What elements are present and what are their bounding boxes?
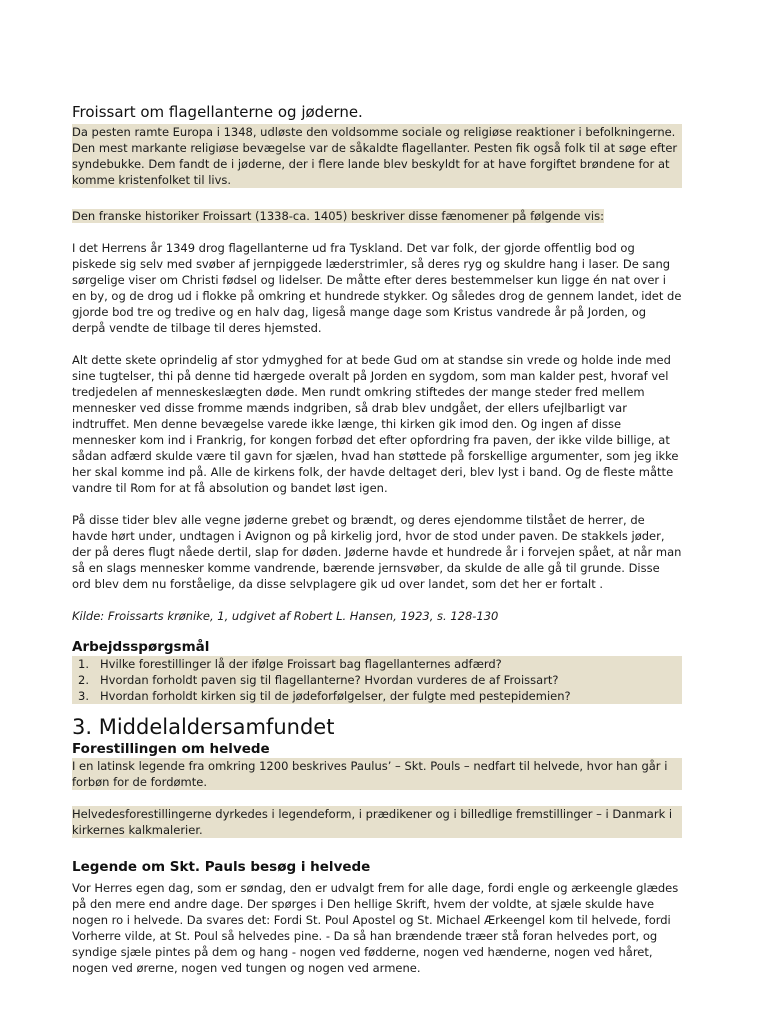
froissart-paragraph-1: I det Herrens år 1349 drog flagellanterne ud fra Tyskland. Det var folk, der gjorde offentlig bod og piskede sig selv med svøber af jernpiggede læderstrimler, så deres ryg og skuldre hang i laser. De sang sørgelige viser om Christi fødsel og lidelser. De måtte efter deres bestemmelser kun ligge én nat over i en by, og de drog ud i flokke på omkring et hundrede stykker. Og således drog de gennem landet, idet de gjorde bod tre og tredive og en halv dag, ligeså mange dage som Kristus vandrede år på Jorden, og derpå vendte de tilbage til deres hjemsted. [72, 241, 682, 335]
question-item: 2. Hvordan forholdt paven sig til flagellanterne? Hvordan vurderes de af Froissart? [78, 673, 559, 687]
chapter-intro: I en latinsk legende fra omkring 1200 beskrives Paulus’ – Skt. Pouls – nedfart til helvede, hvor han går i forbøn for de fordømte. [72, 758, 682, 790]
question-item: 1. Hvilke forestillinger lå der ifølge Froissart bag flagellanternes adfærd? [78, 657, 502, 671]
source-citation: Kilde: Froissarts krønike, 1, udgivet af Robert L. Hansen, 1923, s. 128-130 [72, 609, 499, 623]
page-content [72, 102, 682, 976]
section-title: Froissart om flagellanterne og jøderne. [72, 103, 363, 121]
legend-heading: Legende om Skt. Pauls besøg i helvede [72, 859, 371, 875]
question-item: 3. Hvordan forholdt kirken sig til de jødeforfølgelser, der fulgte med pestepidemien? [78, 689, 571, 703]
questions-heading: Arbejdsspørgsmål [72, 639, 210, 655]
hell-forms-paragraph: Helvedesforestillingerne dyrkedes i legendeform, i prædikener og i billedlige fremstillinger – i Danmark i kirkernes kalkmalerier. [72, 806, 682, 838]
chapter-title: 3. Middelaldersamfundet [72, 715, 335, 739]
questions-list [72, 656, 682, 704]
historian-line: Den franske historiker Froissart (1338-ca. 1405) beskriver disse fænomener på følgende vis: [72, 209, 604, 223]
legend-text: Vor Herres egen dag, som er søndag, den er udvalgt frem for alle dage, fordi engle og ærkeengle glædes på den mere end andre dage. Der spørges i Den hellige Skrift, hvem der voldte, at sjæle skulde have nogen ro i helvede. Da svares det: Fordi St. Poul Apostel og St. Michael Ærkeengel kom til helvede, fordi Vorherre vilde, at St. Poul så helvedes pine. - Da så han brændende træer stå foran helvedes port, og syndige sjæle pintes på dem og hang - nogen ved fødderne, nogen ved hænderne, nogen ved håret, nogen ved ørerne, nogen ved tungen og nogen ved armene. [72, 881, 679, 975]
froissart-paragraph-2: Alt dette skete oprindelig af stor ydmyghed for at bede Gud om at standse sin vrede og holde inde med sine tugtelser, thi på denne tid hærgede overalt på Jorden en sygdom, som man kalder pest, hvoraf vel tredjedelen af menneskeslægten døde. Men rundt omkring stiftedes der mange steder fred mellem mennesker ved disse fromme mænds indgriben, så drab blev undgået, der ellers ufejlbarligt var indtruffet. Men denne bevægelse varede ikke længe, thi kirken gik imod den. Og ingen af disse mennesker kom ind i Frankrig, for kongen forbød det efter opfordring fra paven, der ikke vilde billige, at sådan adfærd skulde være til gavn for sjælen, hvad han støttede på forskellige argumenter, som jeg ikke her skal komme ind på. Alle de kirkens folk, der havde deltaget deri, blev lyst i band. Og de fleste måtte vandre til Rom for at få absolution og bandet løst igen. [72, 353, 679, 495]
intro-paragraph: Da pesten ramte Europa i 1348, udløste den voldsomme sociale og religiøse reaktioner i befolkningerne. Den mest markante religiøse bevægelse var de såkaldte flagellanter. Pesten fik også folk til at søge efter syndebukke. Dem fandt de i jøderne, der i flere lande blev beskyldt for at have forgiftet brøndene for at komme kristenfolket til livs. [72, 124, 682, 188]
froissart-paragraph-3: På disse tider blev alle vegne jøderne grebet og brændt, og deres ejendomme tilstået de herrer, de havde hørt under, undtagen i Avignon og på kirkelig jord, hvor de stod under paven. De stakkels jøder, der på deres flugt nåede dertil, slap for døden. Jøderne havde et hundrede år i forvejen spået, at når man så en slags mennesker komme vandrende, bærende jernsvøber, da skulde de alle gå til grunde. Disse ord blev dem nu forståelige, da disse selvplagere gik ud over landet, som det her er fortalt . [72, 513, 682, 591]
chapter-subtitle: Forestillingen om helvede [72, 741, 270, 757]
